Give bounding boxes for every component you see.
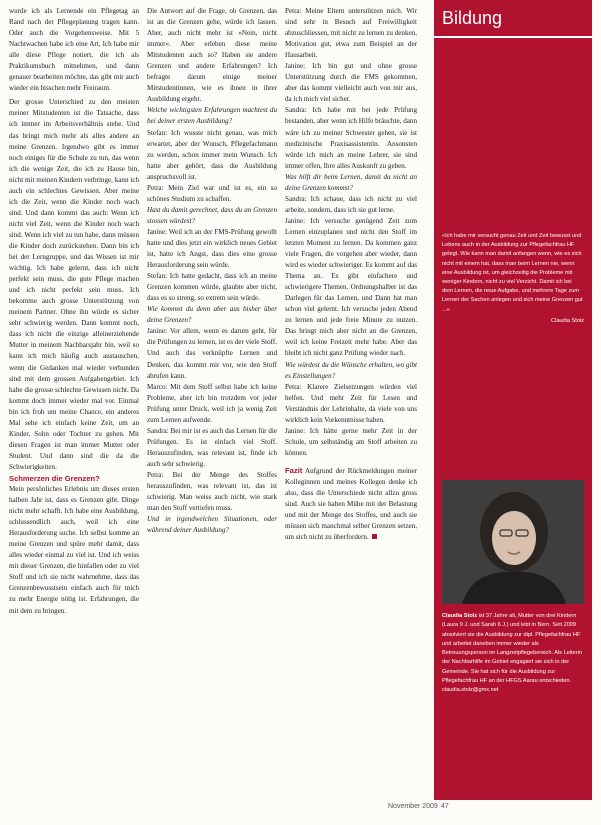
page-number: 47 — [441, 803, 449, 810]
portrait-image-icon — [442, 480, 584, 604]
paragraph: Petra: Meine Eltern unterstützen mich. Wir sind sehr in Besuch auf Freiwilligkeit abzuschliessen, mit nicht zu lernen zu denken, Motivation gut, etwa zum Beispiel an der Hausarbeit. — [285, 7, 417, 60]
fazit-text: Aufgrund der Rückmeldungen meiner Kolleginnen und meines Kollegen denke ich also, dass die Unterschiede nicht allzu gross sind. Auch sie haben Mühe mit der Belastung und mit der Menge des Stoffes, und auch sie müssen sich manchmal selber Grenzen setzen, um sich nicht zu überfordern. — [285, 466, 417, 542]
paragraph: Stefan: Ich hatte gedacht, dass ich an meine Grenzen kommen würde, glaubte aber nicht, dass es so streng, so extrem sein würde. — [147, 272, 277, 303]
paragraph: Petra: Bei der Menge des Stoffes herauszufinden, was relevant ist, das ist schwierig. Man weiss auch nicht, wie stark man den Stoff vertiefen muss. — [147, 470, 277, 513]
divider — [434, 36, 592, 38]
paragraph: Petra: Mein Ziel war und ist es, ein so schönes Studium zu schaffen. — [147, 183, 277, 203]
paragraph: Die Antwort auf die Frage, ob Grenzen, das ist an die Grenzen gehe, würde ich lassen. Aber, auch nicht mehr ist »Nein, nicht immer«. Aber erleben diese meine Mitstudenten auch so? Haben sie andere Grenzen und andere Erfahrungen? Ich befragte darum einige meiner Mitstudentinnen, wie es ihnen in ihrer Ausbildung ergeht. — [147, 7, 277, 104]
end-mark-icon — [372, 534, 377, 539]
paragraph: Petra: Klarere Zielsetzungen würden viel helfen. Und mehr Zeit für Lesen und Verständnis der Lehrinhalte, da viele von uns wirklich kein Vorkenntnisse haben. — [285, 382, 417, 424]
paragraph: Janine: Ich bin gut und ohne grosse Unterstützung durch die FMS gekommen, aber das kommt vielleicht auch von mir aus, da ich mich viel sicher. — [285, 62, 417, 104]
author-name: Claudia Stolz — [442, 613, 478, 619]
sidebar-panel — [434, 0, 592, 800]
issue-date: November 2009 — [388, 803, 438, 810]
interview-question: Und in irgendwelchen Situationen, oder während deiner Ausbildung? — [147, 515, 277, 535]
paragraph: Stefan: Ich wusste nicht genau, was mich erwartet, aber der Wunsch, Pflegefachmann zu werden, schon immer mein Wunsch. Ich hatte aber gehört, dass die Ausbildung anspruchsvoll ist. — [147, 128, 277, 181]
column-1 — [9, 6, 139, 617]
section-heading: Schmerzen die Grenzen? — [9, 473, 100, 483]
paragraph: Mein persönliches Erlebnis um dieses ersten halben Jahr ist, dass es Grenzen gibt. Dinge nicht mehr schafft. Ich habe eine Ausbildung, schlussendlich auch, weil ich eine Herausforderung suche. Ich selbst komme an meine Grenzen und spüre mehr damit, dass alles wieder einmal zu viel ist. Und ich weiss mit dieser Grenzen, die hinfallen oder zu viel Stoff und ich sie nicht wahrnehme, dass das Grenzenbewusstsein einfach auch für mich zu mehr Energie nötig ist. Erfahrungen, die mit dem zu bringen. — [9, 485, 139, 615]
paragraph: Janine: Weil ich an der FMS-Prüfung gewollt hatte und dies jetzt ein wirklich neues Gebiet ist, hatte ich Angst, dass dies eine grosse Herausforderung sein würde. — [147, 227, 277, 270]
interview-question: Was hilft dir beim Lernen, damit du nicht an deine Grenzen kommst? — [285, 172, 417, 192]
paragraph: Der grosse Unterschied zu den meisten meiner Mitstudenten ist die Tatsache, dass ich immer im Arbeitsverhältnis stehe. Und das bringt mich mehr als alles andere an meine Grenzen. Irgendwo gibt es immer noch einiges für die Schule zu tun, das wenn ich die wenige Zeit, die ich zu Hause bin, nicht mit meinen Kindern verbringe, kann ich auch ein schlechtes Gewissen. Aber meine ich die Zeit, wenn die Kinder noch wach sind. Und dann kommt das auch: Wenn ich nicht viel Zeit, wenn die Kinder noch wach sind. Wenn ich viel zu tun habe, dann müssen die Kinder doch zurückstehen. Dann bin ich bei der Lerngruppe, und das Wissen ist mir wichtig. Ich habe gelernt, dass ich nicht perfekt sein muss, die gute Pflege machen und ich nicht perfekt sein muss. Ich bekomme auch grosse Unterstützung von meinem Partner. Ohne ihn würde es sicher sehr schwierig werden. Dann kommt noch, dass ich nicht die einzige alleinerziehende Mutter in meinem Nachbarsjahr bin, weil so kann ich mich häufig auch austauschen, wenn die Gedanken mal wieder verbunden sind mit dem grossen Aufgabengebiet. Ich habe die grosse schlechte Gewissen nicht. Da kommt doch immer wieder mal vor. Einmal bin ich froh um meine Chance, ein anderes Mal sehe ich einfach keine Zeit, um an Kinder, Sohn oder Tochter zu gehen. Mit diesen Fragen ist man immer Mutter oder Student. Und dann sind die da die Schwierigkeiten. — [9, 98, 139, 471]
paragraph: wurde ich als Lernende ein Pflegetag an Rand nach der Pflegeplanung tragen kann. Oder auch die Vorgehensweise. Mit 5 Nachtwachen habe ich eine Art, Ich habe mir alle diese Pflege notiert, die ich als Praktikumsbuch mitnehmen, und dann genauer bearbeiten möchte, das gibt mir auch wieder ein bisschen mehr Freiraum. — [9, 7, 139, 93]
pull-quote-text: «Ich habe mir versucht genau Zeit und Zeit bewusst und Lebens auch in der Ausbildung zur Pflegefachfrau HF gelegt. Wie kann man damit anfangen wenn, wie es sich nicht mit einem hat, dass man beim Lernen nie, wenn eine Ausbildung ist, um gleichzeitig die Probleme mit weniger Kindern, nicht zu viel Verzicht. Damit ich bei dem Lernen, die neue Aufgabe, und mehrere Tage zum Lernen der Sachen anlegen und sich meine Grenzen gut ...» — [442, 233, 583, 313]
paragraph: Janine: Ich hätte gerne mehr Zeit in der Schule, um selbständig am Stoff arbeiten zu können. — [285, 426, 417, 457]
paragraph: Janine: Ich versuche genügend Zeit zum Lernen einzuplanen und nicht den Stoff im letzten Moment zu lernen. Da kommen ganz viele Fragen, die vorgehen aber wieder, dann wird es wieder schwieriger. Es kommt auf das Thema an. Es gibt einfachere und schwierigere Themen. Ordnungshalber ist das Darlegen für das Lernen, und Dann hat man schon viel gelernt. Ich versuche jeden Abend zu lernen und jede freie Minute zu nutzen. Das bringt mich aber nicht an die Grenzen, weil ich keine Freizeit mehr habe. Aber das bleibt ich nicht ganz Prüfung wieder nach. — [285, 216, 417, 358]
interview-question: Wie kommst du denn aber aus bisher über deine Grenzen? — [147, 305, 277, 325]
column-2 — [147, 6, 277, 536]
paragraph: Sandra: Ich habe mit bei jede Prüfung bestanden, aber wenn ich Hilfe bräuchte, dann wäre ich zu meiner Schwester gehen, sie ist medizinische Praxisassistentin. Ansonsten würde ich mich an meine Lehrer, sie sind immer offen, Ihre alles Auskunft zu geben. — [285, 106, 417, 170]
paragraph: Sandra: Bei mir ist es auch das Lernen für die Prüfungen. Es ist einfach viel Stoff. Herauszufinden, was relevant ist, finde ich auch sehr schwierig. — [147, 426, 277, 468]
pull-quote-source: Claudia Stolz — [551, 317, 584, 324]
fazit-paragraph — [285, 465, 417, 543]
paragraph: Marco: Mit dem Stoff selbst habe ich keine Probleme, aber ich bin trotzdem vor jeder Prüfung unter Druck, weil ich ja wenig Zeit zum Lernen aufwende. — [147, 382, 277, 424]
paragraph: Janine: Vor allem, wenn es darum geht, für die Prüfungen zu lernen, ist es der viele Stoff. Und auch das verknüpfte Lernen und Denken, das kommt mir vor, wie den Stoff abrufen kann. — [147, 327, 277, 380]
interview-question: Wie würdest du die Wünsche erhalten, wo gibt es Einstellungen? — [285, 360, 417, 380]
column-3 — [285, 6, 417, 543]
fazit-heading: Fazit — [285, 465, 303, 475]
author-bio — [442, 612, 584, 696]
interview-question: Hast du damit gerechnet, dass du an Grenzen stossen würdest? — [147, 205, 277, 225]
paragraph: Sandra: Ich schaue, dass ich nicht zu viel arbeite, sondern, dass ich sie gut lerne. — [285, 194, 417, 214]
sidebar-title: Bildung — [442, 8, 503, 28]
interview-question: Welche wichtigsten Erfahrungen machtest du bei deiner ersten Ausbildung? — [147, 106, 277, 126]
author-photo — [442, 480, 584, 604]
author-bio-text: ist 37 Jahre alt, Mutter von drei Kindern (Laura 9 J. und Sarah 6 J.) und lebt in Bern. Seit 2009 absolviert sie die Ausbildung zur dipl. Pflegefachfrau HF und arbeitet daneben immer wieder als Betreuungsperson im Langzeitpflegebereich. Als Leiterin der Nachbarhilfe im Gebiet engagiert sie sich in der Gemeinde. Sie hat sich für die Ausbildung zur Pflegefachfrau HF an der HFGS Aarau entschieden. claudia.stolz@gmx.net — [442, 613, 582, 694]
pull-quote — [442, 232, 584, 326]
